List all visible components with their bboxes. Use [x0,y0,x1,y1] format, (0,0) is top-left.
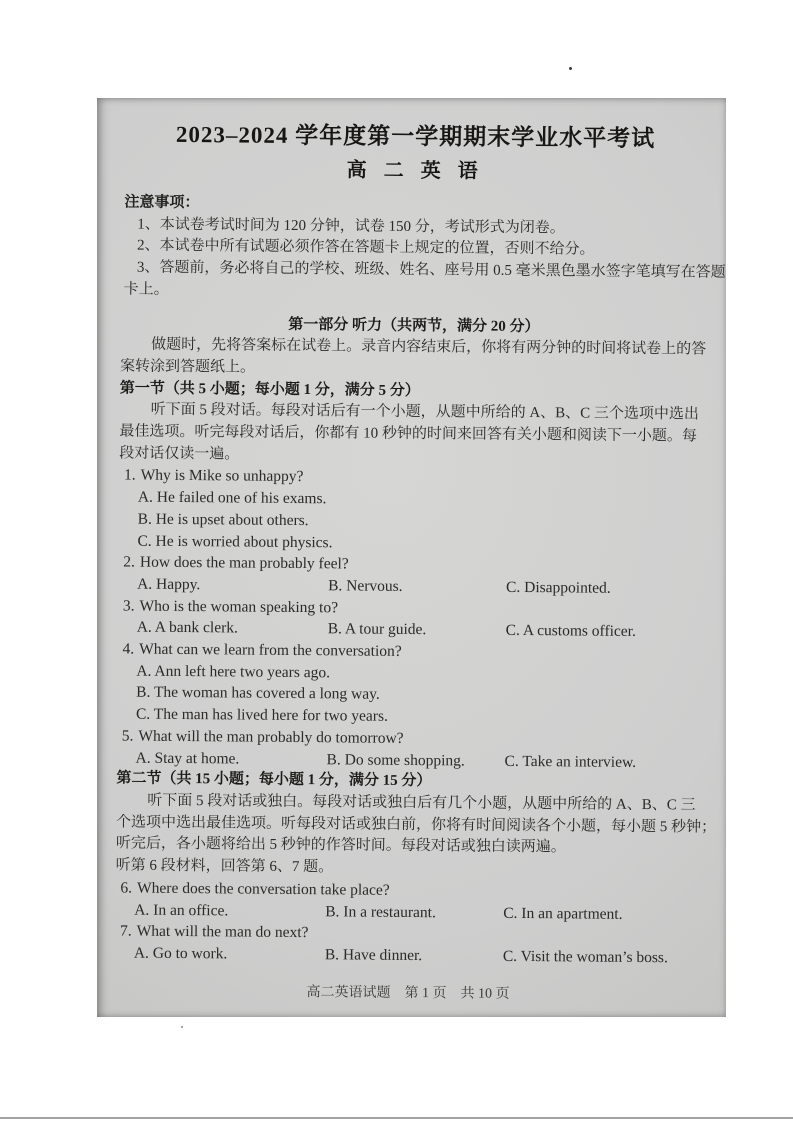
part1-intro [120,335,707,384]
question-number: 6. [120,879,133,897]
section2-heading: 第二节（共 15 小题；每小题 1 分，满分 15 分） [116,770,432,790]
question-4 [117,639,705,731]
option-c: C. The man has lived here for two years. [135,705,388,725]
section1-note-line: 最佳选项。听完每段对话后，你都有 10 秒钟的时间来回答有关小题和阅读下一小题。每 [119,423,698,445]
option-a: A. He failed one of his exams. [137,488,327,508]
option-a: A. Stay at home. [135,749,240,768]
exam-subject-title: 高 二 英 语 [346,159,484,183]
question-number: 1. [123,466,136,485]
question-6 [115,877,702,926]
option-a: A. A bank clerk. [136,618,238,637]
section1-instructions [119,400,707,470]
question-text: What will the man do next? [136,922,309,942]
part1-intro-line: 案转涂到答题纸上。 [119,358,256,376]
question-4-options [117,660,705,730]
notice-item-2: 2、本试卷中所有试题必须作答在答题卡上规定的位置，否则不给分。 [136,238,595,258]
section1-note-line: 段对话仅读一遍。 [119,445,240,463]
question-3 [118,595,705,644]
option-a: A. In an office. [134,901,229,919]
exam-paper-scan [97,98,726,1017]
question-number: 3. [122,597,135,615]
option-c: C. In an apartment. [503,904,623,923]
question-text: What can we learn from the conversation? [139,640,402,660]
question-text: How does the man probably feel? [139,553,349,573]
option-b: B. In a restaurant. [325,902,436,921]
page-content [92,95,729,1019]
option-c: C. He is worried about physics. [137,532,333,551]
footer-doc-label: 高二英语试题 [306,984,391,1001]
option-a: A. Happy. [137,575,201,594]
question-text: Why is Mike so unhappy? [140,467,304,486]
option-c: C. Disappointed. [506,578,611,597]
notice-section [121,192,726,306]
option-c: C. A customs officer. [505,622,636,641]
section2-instructions [115,790,717,860]
option-b: B. The woman has covered a long way. [136,684,380,704]
window-bottom-border [0,1117,793,1119]
question-text: Where does the conversation take place? [137,879,390,899]
question-2 [118,552,705,601]
option-c: C. Take an interview. [504,752,637,771]
option-b: B. Nervous. [328,577,403,595]
dust-speck-icon [569,67,572,70]
section2-note-line: 听完后，各小题将给出 5 秒钟的作答时间。每段对话或独白读两遍。 [115,835,566,856]
footer-total-pages: 共 10 页 [460,986,510,1002]
question-7-options [115,942,702,969]
dust-speck-icon [181,1026,183,1028]
notice-item-3-continuation: 卡上。 [123,281,169,298]
notice-item-3: 3、答题前，务必将自己的学校、班级、姓名、座号用 0.5 毫米黑色墨水签字笔填写在答题 [136,259,726,281]
footer-page-number: 第 1 页 [404,985,447,1001]
section2-note-line: 听下面 5 段对话或独白。每段对话或独白后有几个小题，从题中所给的 A、B、C 三 [147,792,696,814]
part1-heading: 第一部分 听力（共两节，满分 20 分） [288,316,540,335]
question-text: What will the man probably do tomorrow? [138,727,404,747]
question-number: 7. [120,922,132,940]
question-text: Who is the woman speaking to? [139,597,339,617]
question-1 [118,465,706,557]
material-6-instruction: 听第 6 段材料，回答第 6、7 题。 [115,857,334,876]
option-c: C. Visit the woman’s boss. [502,947,668,967]
section2-note-line: 个选项中选出最佳选项。听每段对话或独白前，你将有时间阅读各个小题，每小题 5 秒钟； [115,814,717,836]
option-a: A. Go to work. [133,944,228,963]
question-number: 4. [122,640,135,658]
option-b: B. Do some shopping. [326,750,465,770]
notice-item-1: 1、本试卷考试时间为 120 分钟，试卷 150 分，考试形式为闭卷。 [137,216,565,237]
option-a: A. Ann left here two years ago. [136,662,331,682]
part1-intro-line: 做题时，先将答案标在试卷上。录音内容结束后，你将有两分钟的时间将试卷上的答 [151,336,707,358]
section1-heading: 第一节（共 5 小题；每小题 1 分，满分 5 分） [119,380,420,399]
exam-title: 2023–2024 学年度第一学期期末学业水平考试 [175,121,656,152]
question-5 [117,725,704,774]
page-footer [114,980,701,1007]
question-7 [115,921,702,970]
option-b: B. He is upset about others. [137,510,309,529]
question-1-options [118,487,706,557]
section1-note-line: 听下面 5 段对话。每段对话后有一个小题，从题中所给的 A、B、C 三个选项中选出 [150,402,700,423]
question-number: 2. [123,553,136,571]
option-b: B. A tour guide. [327,620,427,639]
notice-heading: 注意事项： [124,194,200,212]
question-number: 5. [121,727,134,745]
option-b: B. Have dinner. [324,946,423,965]
